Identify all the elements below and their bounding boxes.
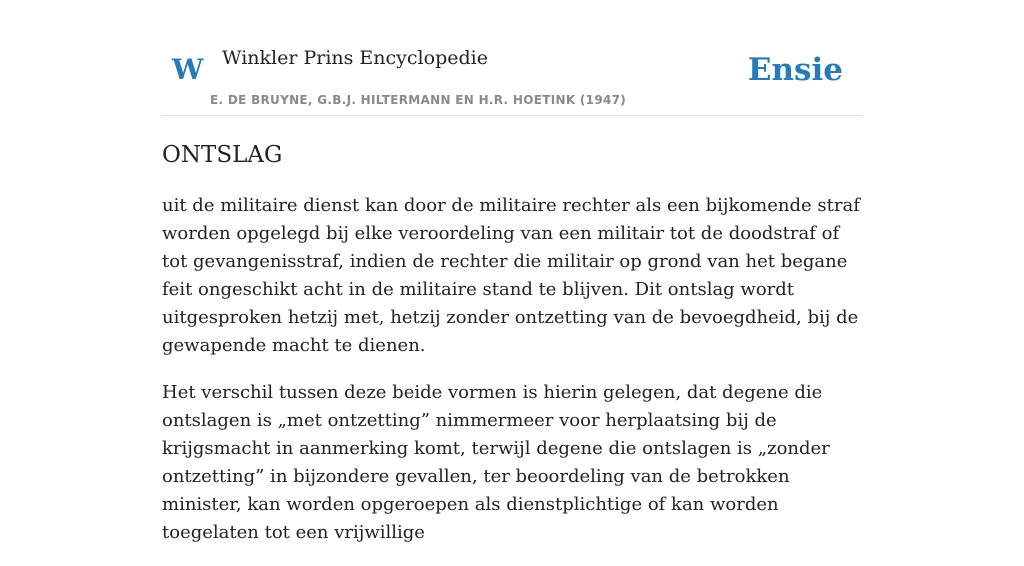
article-paragraph-1: uit de militaire dienst kan door de militaire rechter als een bijkomende straf worden opgelegd bij elke veroordeling van een militair tot de doodstraf of tot gevangenisstraf, indien de rechter die militair op grond van het begane feit ongeschikt acht in de militaire stand te blijven. Dit ontslag wordt uitgesproken hetzij met, hetzij zonder ontzetting van de bevoegdheid, bij de gewapende macht te dienen. (162, 195, 860, 356)
article-paragraph-2: Het verschil tussen deze beide vormen is hierin gelegen, dat degene die ontslagen is „met ontzetting” nimmermeer voor herplaatsing bij de krijgsmacht in aanmerking komt, terwijl degene die ontslagen is „zonder ontzetting” in bijzondere gevallen, ter beoordeling van de betrokken minister, kan worden opgeroepen als dienstplichtige of kan worden toegelaten tot een vrijwillige (162, 382, 830, 543)
book-authors: E. DE BRUYNE, G.B.J. HILTERMANN EN H.R. HOETINK (1947) (210, 93, 627, 107)
site-header (162, 40, 862, 116)
article-body (162, 192, 862, 566)
article-title: ONTSLAG (162, 142, 283, 168)
book-logo[interactable]: W (172, 53, 204, 86)
ensie-logo[interactable]: Ensie (747, 52, 843, 88)
book-title[interactable]: Winkler Prins Encyclopedie (222, 47, 488, 69)
